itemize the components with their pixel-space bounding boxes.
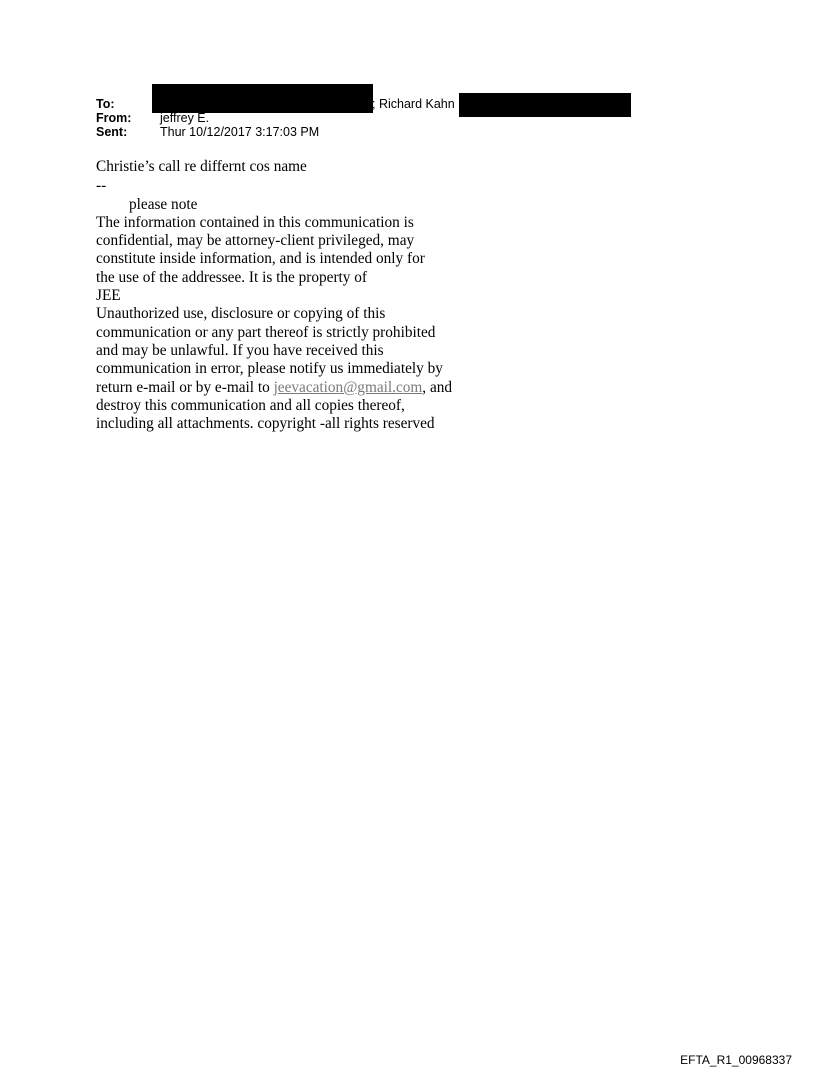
sent-value: Thur 10/12/2017 3:17:03 PM [160, 125, 320, 139]
disclaimer-line: communication in error, please notify us immediately by [96, 360, 443, 378]
disclaimer-line [96, 379, 496, 397]
to-recipient: ; Richard Kahn [372, 97, 455, 111]
email-link[interactable]: jeevacation@gmail.com [273, 378, 423, 396]
disclaimer-line: Unauthorized use, disclosure or copying of this [96, 305, 386, 323]
from-value: jeffrey E. [160, 111, 210, 125]
disclaimer-line: destroy this communication and all copies thereof, [96, 396, 405, 414]
signature-separator: -- [96, 177, 107, 195]
disclaimer-line: communication or any part thereof is strictly prohibited [96, 323, 436, 341]
disclaimer-line: JEE [96, 287, 121, 305]
disclaimer-line: confidential, may be attorney-client privileged, may [96, 232, 415, 250]
disclaimer-line: constitute inside information, and is intended only for [96, 250, 425, 268]
to-label: To: [96, 97, 115, 111]
return-prefix: return e-mail or by e-mail to [96, 378, 274, 396]
email-body [96, 158, 496, 433]
disclaimer-line: and may be unlawful. If you have received this [96, 341, 384, 359]
redaction-box [152, 84, 373, 113]
disclaimer-line: including all attachments. copyright -all rights reserved [96, 415, 435, 433]
from-label: From: [96, 111, 132, 125]
redaction-box [459, 93, 631, 117]
subject-line: Christie’s call re differnt cos name [96, 158, 307, 175]
please-note: please note [129, 195, 198, 213]
sent-label: Sent: [96, 125, 128, 139]
disclaimer-line: The information contained in this communication is [96, 213, 414, 231]
disclaimer-line: the use of the addressee. It is the property of [96, 268, 368, 286]
document-id: EFTA_R1_00968337 [680, 1053, 792, 1067]
return-suffix: , and [422, 378, 453, 396]
